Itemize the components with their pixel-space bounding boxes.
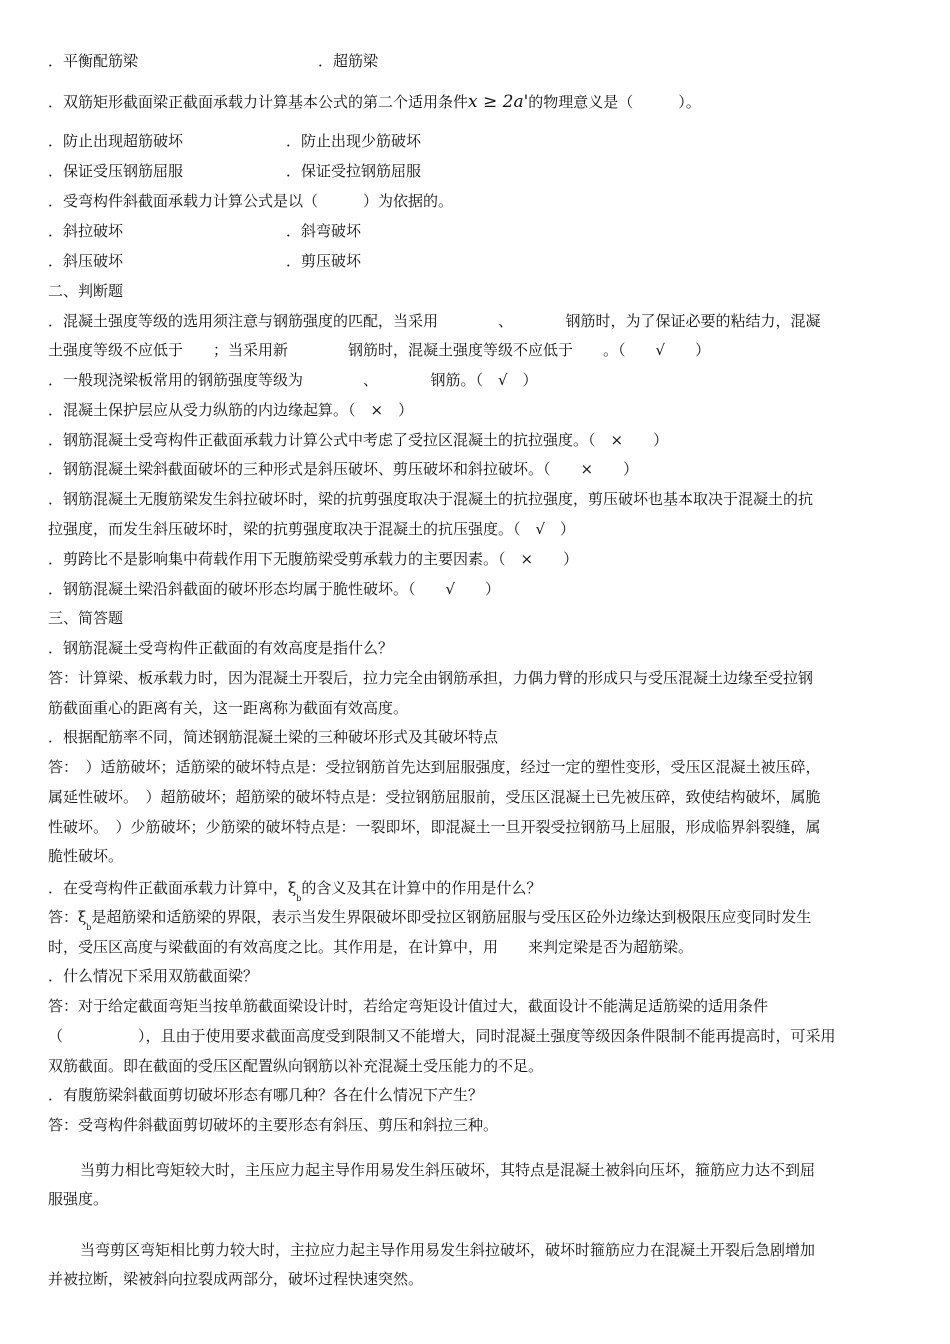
sa-answer-2-line-3: 性破坏。 ）少筋破坏；少筋梁的破坏特点是：一裂即坏，即混凝土一旦开裂受拉钢筋马上屈服，形成临界斜裂缝，属 xyxy=(48,818,821,836)
sa-answer-4-line-2: （ ），且由于使用要求截面高度受到限制又不能增大，同时混凝土强度等级因条件限制不能再提高时，可采用 xyxy=(48,1027,836,1045)
sa-question-1: ．钢筋混凝土受弯构件正截面的有效高度是指什么？ xyxy=(48,639,394,657)
sa-answer-2-line-4: 脆性破坏。 xyxy=(48,847,124,865)
sa-answer-3-pre: 答： xyxy=(48,908,79,926)
sa-answer-1-line-1: 答：计算梁、板承载力时，因为混凝土开裂后，拉力完全由钢筋承担，力偶力臂的形成只与受压混凝土边缘至受拉钢 xyxy=(48,669,814,687)
sa-answer-4-line-3: 双筋截面。即在截面的受压区配置纵向钢筋以补充混凝土受压能力的不足。 xyxy=(48,1057,544,1075)
sa-question-4: ．什么情况下采用双筋截面梁？ xyxy=(48,967,259,985)
q2-stem xyxy=(48,92,701,112)
sa-question-3 xyxy=(48,878,541,901)
xi-subscript: b xyxy=(296,894,302,903)
xi-subscript: b xyxy=(86,923,92,932)
sa-question-3-pre: ．在受弯构件正截面承载力计算中， xyxy=(48,879,289,897)
q2-option-a: ．防止出现超筋破坏 xyxy=(48,132,184,150)
paragraph-2-line-2: 并被拉断，梁被斜向拉裂成两部分，破坏过程快速突然。 xyxy=(48,1270,424,1288)
sa-question-5: ．有腹筋梁斜截面剪切破坏形态有哪几种？各在什么情况下产生？ xyxy=(48,1086,484,1104)
q2-option-b: ．防止出现少筋破坏 xyxy=(286,132,422,150)
q2-stem-post: 的物理意义是（ ）。 xyxy=(528,93,701,111)
paragraph-1-line-1: 当剪力相比弯矩较大时，主压应力起主导作用易发生斜压破坏，其特点是混凝土被斜向压坏，箍筋应力达不到屈 xyxy=(80,1161,816,1179)
tf-item-1-line-1: ．混凝土强度等级的选用须注意与钢筋强度的匹配，当采用 、 钢筋时，为了保证必要的粘结力，混凝 xyxy=(48,312,821,330)
q2-stem-pre: ．双筋矩形截面梁正截面承载力计算基本公式的第二个适用条件 xyxy=(48,93,469,111)
q1-option-a: ．平衡配筋梁 xyxy=(48,52,139,70)
tf-item-5: ．钢筋混凝土梁斜截面破坏的三种形式是斜压破坏、剪压破坏和斜拉破坏。（ × ） xyxy=(48,460,639,478)
tf-item-3: ．混凝土保护层应从受力纵筋的内边缘起算。（ × ） xyxy=(48,401,414,419)
sa-answer-5: 答：受弯构件斜截面剪切破坏的主要形态有斜压、剪压和斜拉三种。 xyxy=(48,1116,499,1134)
sa-answer-1-line-2: 筋截面重心的距离有关，这一距离称为截面有效高度。 xyxy=(48,699,409,717)
sa-answer-2-line-1: 答： ）适筋破坏；适筋梁的破坏特点是：受拉钢筋首先达到屈服强度，经过一定的塑性变形，受压区混凝土被压碎， xyxy=(48,758,821,776)
sa-heading: 三、简答题 xyxy=(48,609,124,627)
tf-item-6-line-1: ．钢筋混凝土无腹筋梁发生斜拉破坏时，梁的抗剪强度取决于混凝土的抗拉强度，剪压破坏也基本取决于混凝土的抗 xyxy=(48,490,814,508)
sa-answer-3-line-2: 时，受压区高度与梁截面的有效高度之比。其作用是，在计算中，用 来判定梁是否为超筋梁。 xyxy=(48,938,694,956)
q1-option-b: ．超筋梁 xyxy=(318,52,379,70)
q3-option-b: ．斜弯破坏 xyxy=(286,222,362,240)
tf-item-1-line-2: 土强度等级不应低于 ；当采用新 钢筋时，混凝土强度等级不应低于 。（ √ ） xyxy=(48,341,711,359)
tf-item-6-line-2: 拉强度，而发生斜压破坏时，梁的抗剪强度取决于混凝土的抗压强度。（ √ ） xyxy=(48,520,576,538)
sa-answer-3-line-1 xyxy=(48,907,811,930)
xi-symbol: ξ xyxy=(78,908,87,926)
tf-item-8: ．钢筋混凝土梁沿斜截面的破坏形态均属于脆性破坏。（ √ ） xyxy=(48,580,501,598)
q3-option-a: ．斜拉破坏 xyxy=(48,222,124,240)
q2-option-c: ．保证受压钢筋屈服 xyxy=(48,162,184,180)
q3-option-c: ．斜压破坏 xyxy=(48,252,124,270)
tf-item-2: ．一般现浇梁板常用的钢筋强度等级为 、 钢筋。（ √ ） xyxy=(48,371,538,389)
q2-option-d: ．保证受拉钢筋屈服 xyxy=(286,162,422,180)
tf-item-7: ．剪跨比不是影响集中荷载作用下无腹筋梁受剪承载力的主要因素。（ × ） xyxy=(48,550,579,568)
sa-answer-3-post: 是超筋梁和适筋梁的界限，表示当发生界限破坏即受拉区钢筋屈服与受压区砼外边缘达到极限压应变同时发生 xyxy=(91,908,812,926)
q3-stem: ．受弯构件斜截面承载力计算公式是以（ ）为依据的。 xyxy=(48,192,454,210)
tf-item-4: ．钢筋混凝土受弯构件正截面承载力计算公式中考虑了受拉区混凝土的抗拉强度。（ × ） xyxy=(48,431,669,449)
paragraph-2-line-1: 当弯剪区弯矩相比剪力较大时，主拉应力起主导作用易发生斜拉破坏，破坏时箍筋应力在混凝土开裂后急剧增加 xyxy=(80,1241,816,1259)
q2-formula: x ≥ 2a' xyxy=(468,92,529,112)
xi-symbol: ξ xyxy=(288,879,297,897)
sa-question-3-post: 的含义及其在计算中的作用是什么？ xyxy=(301,879,542,897)
sa-question-2: ．根据配筋率不同，简述钢筋混凝土梁的三种破坏形式及其破坏特点 xyxy=(48,728,499,746)
tf-heading: 二、判断题 xyxy=(48,282,124,300)
sa-answer-4-line-1: 答：对于给定截面弯矩当按单筋截面梁设计时，若给定弯矩设计值过大，截面设计不能满足适筋梁的适用条件 xyxy=(48,997,769,1015)
sa-answer-2-line-2: 属延性破坏。 ）超筋破坏；超筋梁的破坏特点是：受拉钢筋屈服前，受压区混凝土已先被压碎，致使结构破坏，属脆 xyxy=(48,788,821,806)
paragraph-1-line-2: 服强度。 xyxy=(48,1190,109,1208)
q3-option-d: ．剪压破坏 xyxy=(286,252,362,270)
